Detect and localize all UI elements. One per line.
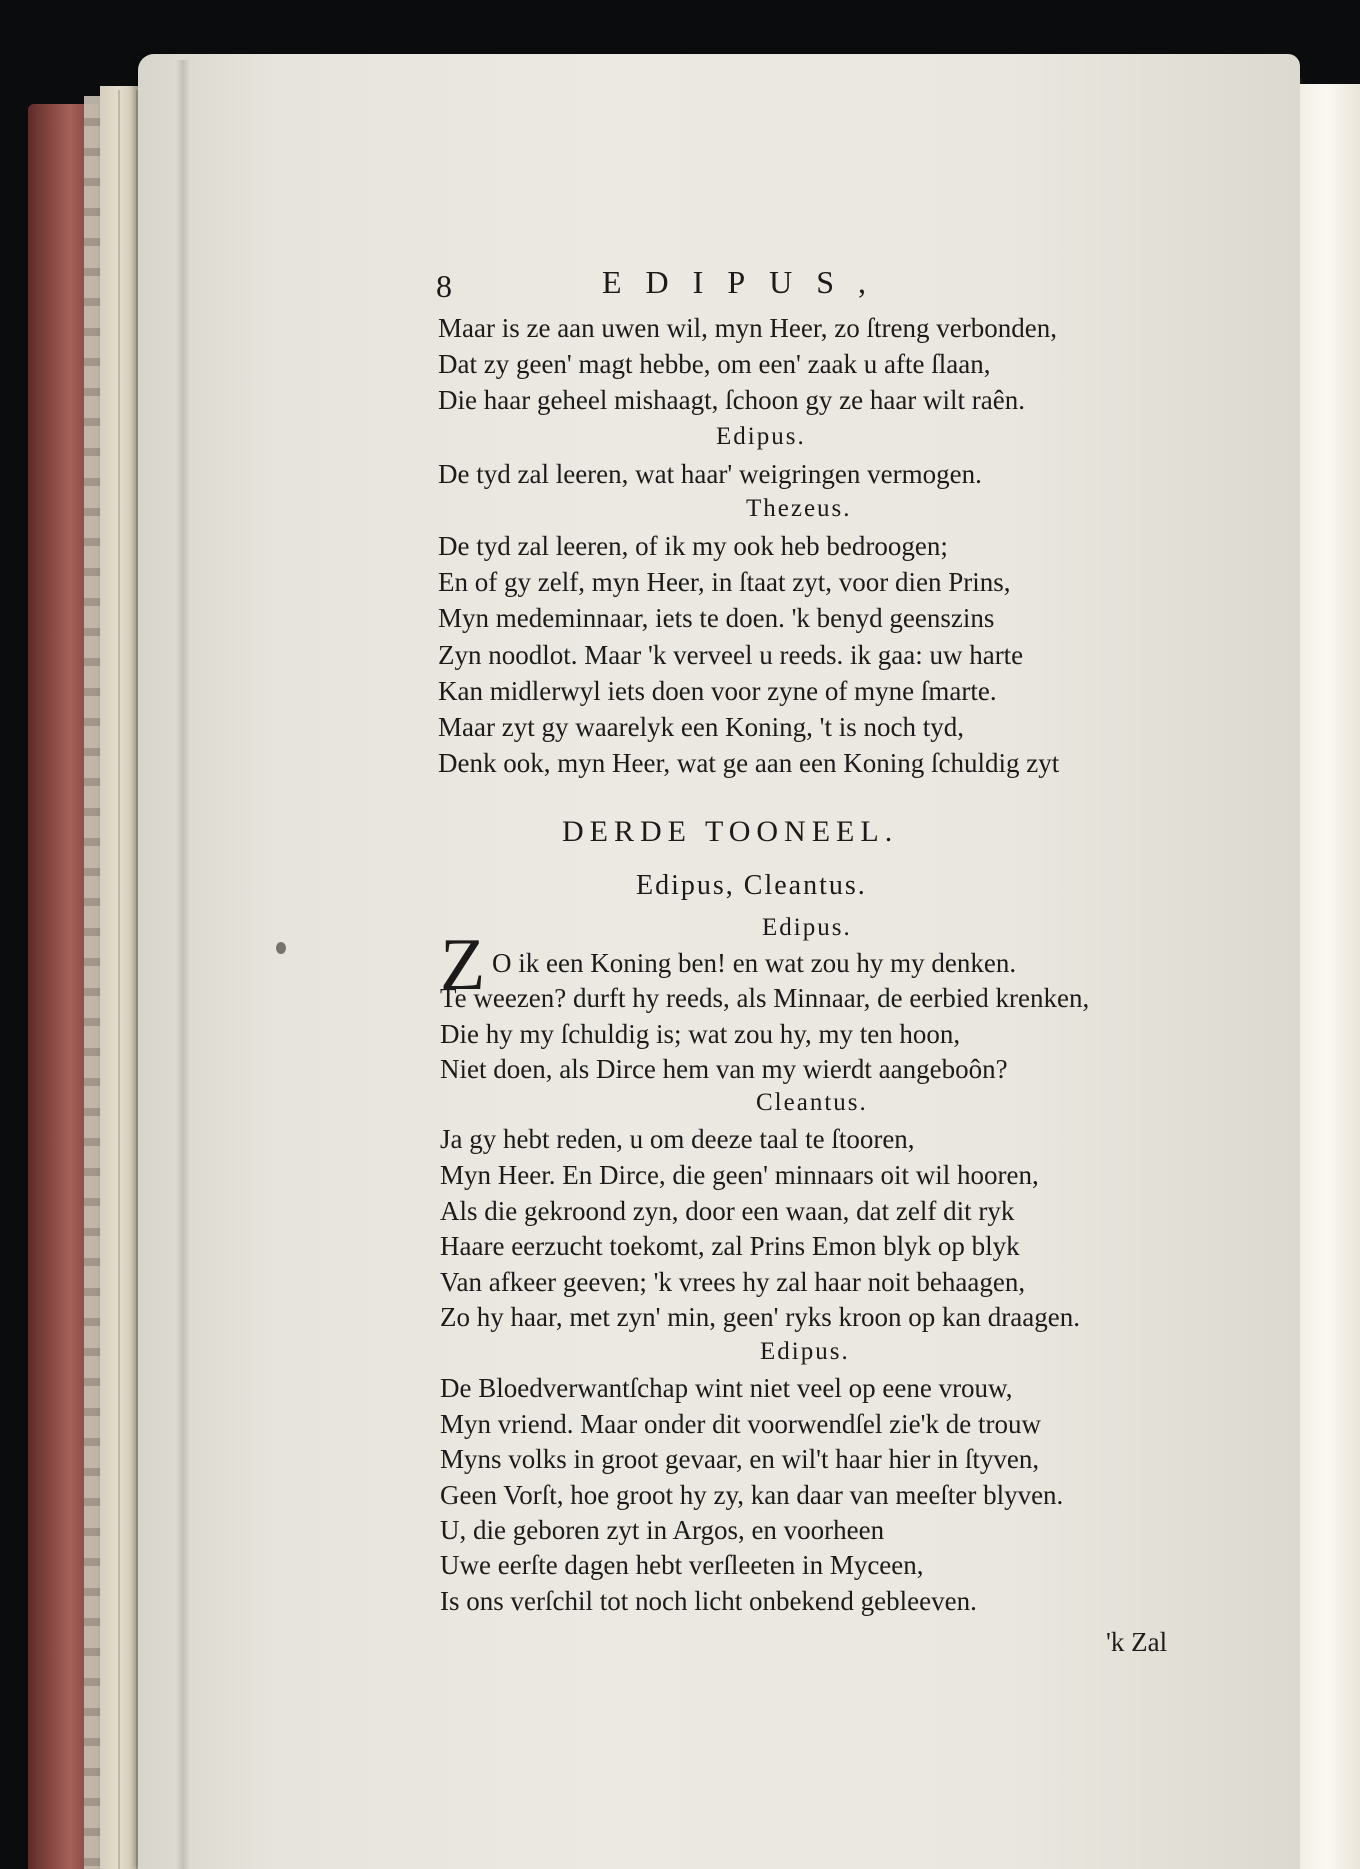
- verse-line: U, die geboren zyt in Argos, en voorheen: [440, 1515, 885, 1545]
- verse-line: Maar is ze aan uwen wil, myn Heer, zo ſtreng verbonden,: [438, 313, 1057, 343]
- running-title: EDIPUS,: [602, 264, 891, 300]
- verse-line: Myn medeminnaar, iets te doen. 'k benyd geenszins: [438, 603, 995, 633]
- verse-line: Van afkeer geeven; 'k vrees hy zal haar noit behaagen,: [440, 1267, 1026, 1297]
- catchword: 'k Zal: [1106, 1627, 1168, 1657]
- verse-line: Uwe eerſte dagen hebt verſleeten in Myceen,: [440, 1550, 924, 1580]
- verse-line: Niet doen, als Dirce hem van my wierdt aangeboôn?: [440, 1054, 1008, 1084]
- verse-line: Die hy my ſchuldig is; wat zou hy, my ten hoon,: [440, 1019, 961, 1049]
- drop-initial: Z: [440, 924, 486, 1006]
- verse-line: Myn vriend. Maar onder dit voorwendſel zie'k de trouw: [440, 1409, 1041, 1439]
- verse-line: Denk ook, myn Heer, wat ge aan een Koning ſchuldig zyt: [438, 748, 1060, 778]
- verse-line: Maar zyt gy waarelyk een Koning, 't is noch tyd,: [438, 712, 964, 742]
- verse-line: Te weezen? durft hy reeds, als Minnaar, de eerbied krenken,: [440, 983, 1090, 1013]
- verse-line: De tyd zal leeren, wat haar' weigringen vermogen.: [438, 459, 982, 489]
- verse-line: De tyd zal leeren, of ik my ook heb bedroogen;: [438, 531, 948, 561]
- verse-line: Die haar geheel mishaagt, ſchoon gy ze haar wilt raên.: [438, 385, 1025, 415]
- page-number: 8: [436, 268, 452, 304]
- verse-line: Is ons verſchil tot noch licht onbekend gebleeven.: [440, 1586, 977, 1616]
- speaker-name: Edipus.: [762, 914, 852, 941]
- verse-line: Als die gekroond zyn, door een waan, dat zelf dit ryk: [440, 1196, 1015, 1226]
- page-stack-line: [118, 90, 120, 1869]
- speaker-name: Thezeus.: [746, 495, 852, 522]
- verse-line: Dat zy geen' magt hebbe, om een' zaak u afte ſlaan,: [438, 349, 991, 379]
- scene-title: DERDE TOONEEL.: [562, 815, 899, 848]
- verse-line: En of gy zelf, myn Heer, in ſtaat zyt, voor dien Prins,: [438, 567, 1011, 597]
- page-gutter: [176, 60, 190, 1869]
- verse-line: Geen Vorſt, hoe groot hy zy, kan daar van meeſter blyven.: [440, 1480, 1064, 1510]
- verse-line: Zyn noodlot. Maar 'k verveel u reeds. ik gaa: uw harte: [438, 640, 1024, 670]
- page-blemish: [276, 942, 286, 954]
- verse-line: Myns volks in groot gevaar, en wil't haar hier in ſtyven,: [440, 1444, 1040, 1474]
- verse-line: Kan midlerwyl iets doen voor zyne of myne ſmarte.: [438, 676, 997, 706]
- facing-page-edge: [1298, 84, 1360, 1869]
- verse-line: De Bloedverwantſchap wint niet veel op eene vrouw,: [440, 1373, 1013, 1403]
- verse-line: Myn Heer. En Dirce, die geen' minnaars oit wil hooren,: [440, 1160, 1039, 1190]
- verse-line: O ik een Koning ben! en wat zou hy my denken.: [492, 948, 1017, 978]
- verse-line: Zo hy haar, met zyn' min, geen' ryks kroon op kan draagen.: [440, 1302, 1080, 1332]
- cast-list: Edipus, Cleantus.: [636, 870, 867, 901]
- speaker-name: Cleantus.: [756, 1089, 868, 1116]
- speaker-name: Edipus.: [716, 423, 806, 450]
- verse-line: Ja gy hebt reden, u om deeze taal te ſtooren,: [440, 1124, 915, 1154]
- speaker-name: Edipus.: [760, 1338, 850, 1365]
- verse-line: Haare eerzucht toekomt, zal Prins Emon blyk op blyk: [440, 1231, 1020, 1261]
